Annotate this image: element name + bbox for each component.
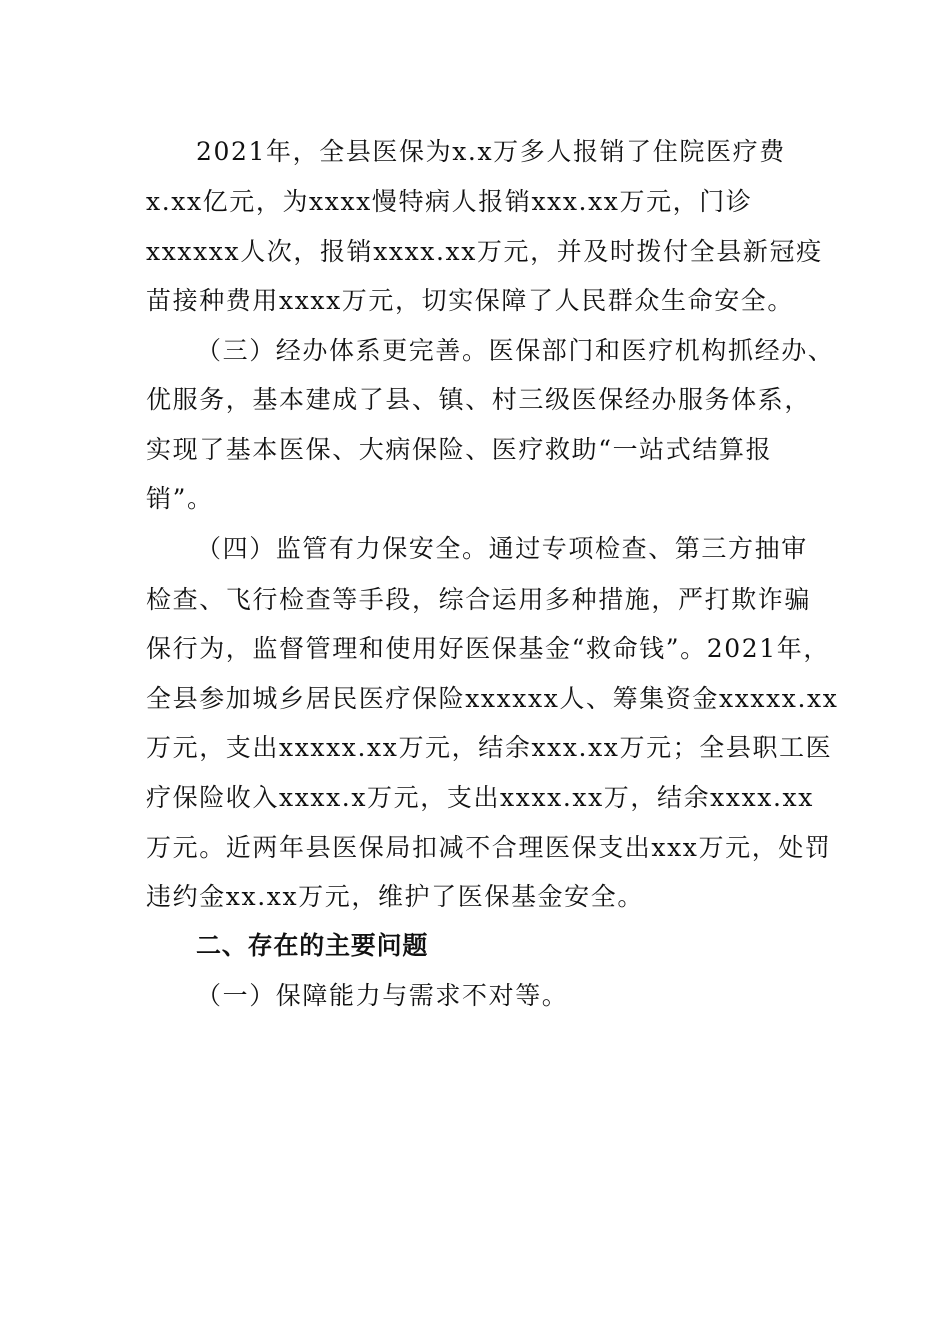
paragraph-line: 优服务，基本建成了县、镇、村三级医保经办服务体系，: [146, 385, 812, 414]
subsection-heading: （一）保障能力与需求不对等。: [196, 981, 569, 1010]
paragraph-line: 疗保险收入xxxx.x万元，支出xxxx.xx万，结余xxxx.xx: [146, 783, 814, 812]
paragraph-line: 万元，支出xxxxx.xx万元，结余xxx.xx万元；全县职工医: [146, 733, 833, 762]
paragraph-line: 万元。近两年县医保局扣减不合理医保支出xxx万元，处罚: [146, 833, 832, 862]
paragraph-line: 保行为，监督管理和使用好医保基金“救命钱”。2021年，: [146, 634, 830, 663]
paragraph-line: 实现了基本医保、大病保险、医疗救助“一站式结算报: [146, 435, 773, 464]
paragraph-line: 违约金xx.xx万元，维护了医保基金安全。: [146, 882, 644, 911]
paragraph-line: x.xx亿元，为xxxx慢特病人报销xxx.xx万元，门诊: [146, 187, 753, 216]
paragraph-line: xxxxxx人次，报销xxxx.xx万元，并及时拨付全县新冠疫: [146, 237, 823, 266]
paragraph-line: 检查、飞行检查等手段，综合运用多种措施，严打欺诈骗: [146, 585, 812, 614]
paragraph-line: （四）监管有力保安全。通过专项检查、第三方抽审: [196, 534, 808, 563]
paragraph-line: （三）经办体系更完善。医保部门和医疗机构抓经办、: [196, 336, 835, 365]
paragraph-line: 2021年，全县医保为x.x万多人报销了住院医疗费: [196, 137, 786, 166]
paragraph-line: 销”。: [146, 484, 214, 513]
paragraph-line: 全县参加城乡居民医疗保险xxxxxx人、筹集资金xxxxx.xx: [146, 684, 839, 713]
section-heading: 二、存在的主要问题: [196, 931, 429, 960]
paragraph-line: 苗接种费用xxxx万元，切实保障了人民群众生命安全。: [146, 286, 794, 315]
